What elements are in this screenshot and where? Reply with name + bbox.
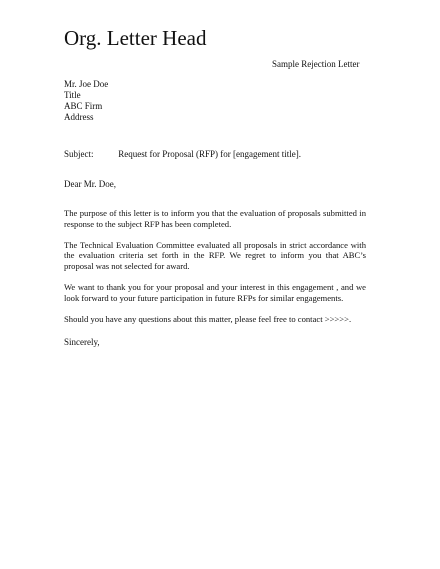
- recipient-name: Mr. Joe Doe: [64, 79, 109, 89]
- recipient-address-block: [64, 79, 108, 123]
- recipient-address: Address: [64, 112, 94, 122]
- letter-body: [64, 208, 366, 334]
- subject-label: Subject:: [64, 149, 94, 159]
- recipient-title: Title: [64, 90, 81, 100]
- recipient-firm: ABC Firm: [64, 101, 103, 111]
- document-type-label: Sample Rejection Letter: [272, 59, 360, 69]
- salutation: Dear Mr. Doe,: [64, 179, 116, 189]
- subject-text: Request for Proposal (RFP) for [engagement title].: [118, 149, 301, 159]
- subject-line: [64, 149, 301, 160]
- closing: Sincerely,: [64, 337, 100, 347]
- body-paragraph: We want to thank you for your proposal and your interest in this engagement , and we look forward to your future participation in future RFPs for similar engagements.: [64, 281, 366, 303]
- body-paragraph: The Technical Evaluation Committee evaluated all proposals in strict accordance with the evaluation criteria set forth in the RFP. We regret to inform you that ABC’s proposal was not selected for award.: [64, 239, 366, 272]
- org-letterhead: Org. Letter Head: [64, 26, 207, 50]
- body-paragraph: The purpose of this letter is to inform you that the evaluation of proposals submitted in response to the subject RFP has been completed.: [64, 208, 366, 229]
- body-paragraph: Should you have any questions about this matter, please feel free to contact >>>>>.: [64, 313, 352, 324]
